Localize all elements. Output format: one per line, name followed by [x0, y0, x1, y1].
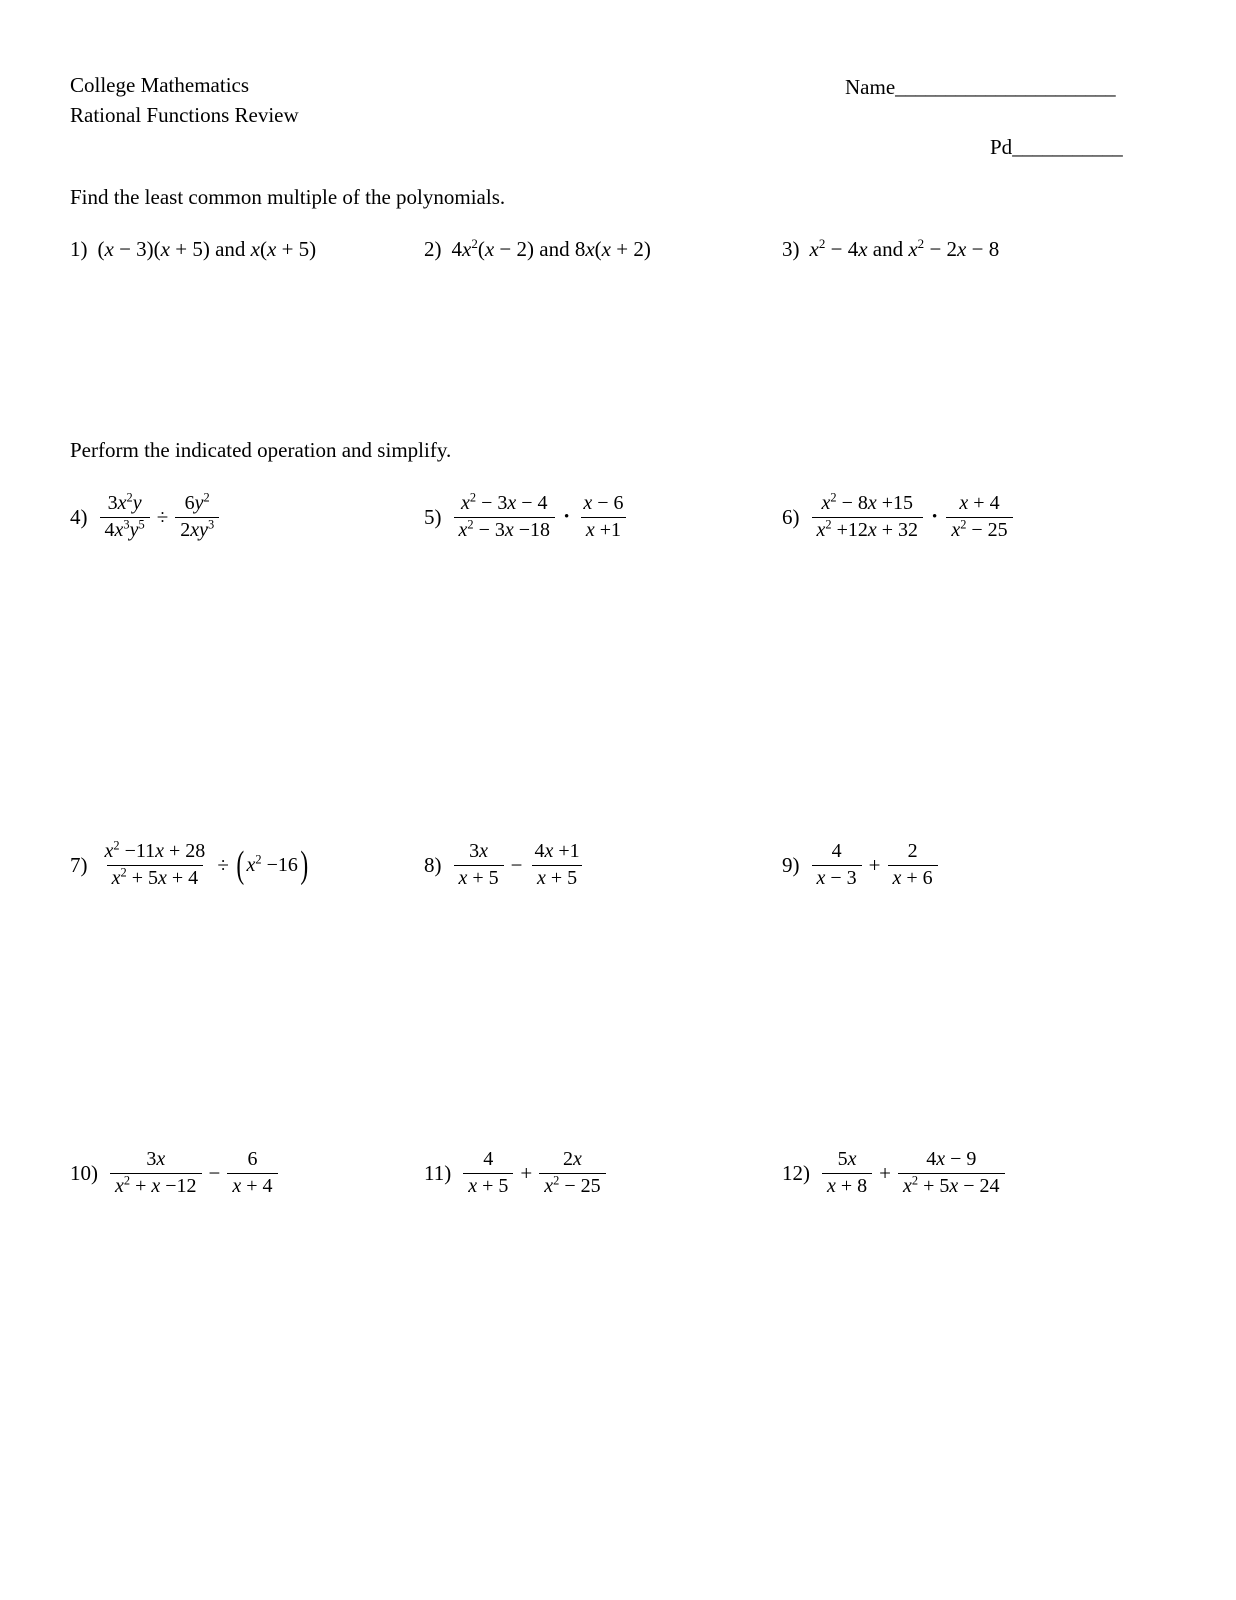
problem-row-2	[0, 492, 1236, 612]
op-minus: −	[119, 237, 131, 261]
conjunction-and: and	[539, 237, 570, 261]
course-title: College Mathematics	[70, 73, 250, 97]
problem-row-3	[0, 840, 1236, 960]
numerator: $3x^2y$	[107, 490, 142, 514]
problem-5-fraction-2	[578, 492, 628, 542]
problem-10-fraction-2	[227, 1148, 277, 1198]
problem-12-operator: +	[879, 1160, 892, 1185]
problem-12	[782, 1148, 1007, 1198]
denominator: x + 5	[454, 865, 504, 891]
denominator: x + 4	[227, 1173, 277, 1199]
problem-3-number: 3)	[782, 237, 800, 261]
problem-7-parenthesized-expression: ( $x^2 -16$ )	[236, 843, 309, 886]
problem-12-fraction-1	[822, 1148, 872, 1198]
problem-10-number: 10)	[70, 1160, 98, 1185]
problem-8-fraction-2	[530, 840, 585, 890]
problem-11	[424, 1148, 608, 1198]
denominator: $x^2 + x -12$	[110, 1173, 202, 1199]
denominator: $x^2 - 25$	[946, 517, 1012, 543]
problem-5-fraction-1	[454, 492, 556, 542]
problem-6-fraction-2	[946, 492, 1012, 542]
problem-3	[782, 237, 999, 262]
numerator: x − 6	[583, 492, 624, 514]
problem-12-fraction-2	[898, 1148, 1005, 1198]
problem-7-number: 7)	[70, 852, 88, 877]
denominator: x + 6	[888, 865, 938, 891]
numerator: 4x − 9	[926, 1148, 977, 1170]
op-minus: −	[499, 237, 512, 261]
numerator: 6	[247, 1148, 258, 1170]
problem-row-4	[0, 1148, 1236, 1268]
numerator: 4	[483, 1148, 494, 1170]
name-blank: ______________________	[895, 75, 1116, 99]
instruction-find-lcm: Find the least common multiple of the polynomials.	[70, 185, 506, 209]
problem-2-number: 2)	[424, 237, 442, 261]
problem-9-operator: +	[868, 852, 881, 877]
problem-2	[424, 237, 651, 262]
problem-11-fraction-2	[539, 1148, 605, 1198]
problem-6-operator: •	[932, 508, 938, 525]
numerator: $x^2 - 3x - 4$	[461, 490, 548, 514]
instruction-perform-operation: Perform the indicated operation and simplify.	[70, 438, 452, 462]
problem-6-number: 6)	[782, 504, 800, 529]
problem-8-operator: −	[510, 852, 523, 877]
denominator: $x^2 + 5x + 4$	[107, 865, 204, 891]
problem-4-number: 4)	[70, 504, 88, 529]
numerator: 4	[831, 840, 842, 862]
denominator: $x^2 - 3x -18$	[454, 517, 556, 543]
right-paren: )	[300, 843, 309, 886]
problem-6	[782, 492, 1015, 542]
problem-7-operator: ÷	[217, 852, 229, 877]
problem-4-fraction-2	[175, 492, 219, 542]
problem-7-fraction-1	[100, 840, 211, 890]
op-minus: −	[830, 237, 843, 261]
problem-10-operator: −	[208, 1160, 221, 1185]
page-title: Rational Functions Review	[70, 103, 299, 127]
worksheet-header-left	[70, 70, 299, 130]
denominator: $2xy^3$	[175, 517, 219, 543]
conjunction-and: and	[872, 237, 904, 261]
problem-4-fraction-1	[100, 492, 150, 542]
problem-row-1	[0, 237, 1236, 357]
numerator: 5x	[837, 1148, 857, 1170]
problem-1-expression: (x − 3)(x + 5) and x(x + 5)	[97, 237, 317, 261]
conjunction-and: and	[215, 237, 246, 261]
op-minus: −	[971, 237, 984, 261]
denominator: $x^2 +12x + 32$	[812, 517, 924, 543]
numerator: 3x	[146, 1148, 166, 1170]
problem-5-number: 5)	[424, 504, 442, 529]
problem-4-operator: ÷	[156, 504, 169, 529]
numerator: $6y^2$	[184, 490, 210, 514]
denominator: x + 5	[463, 1173, 513, 1199]
worksheet-header-right	[845, 72, 1122, 162]
problem-10-fraction-1	[110, 1148, 202, 1198]
problem-3-expression: $x^2 - 4x$ and $x^2 - 2x - 8$	[809, 236, 1000, 261]
numerator: 2x	[562, 1148, 582, 1170]
problem-4	[70, 492, 221, 542]
period-field-line[interactable]	[990, 132, 1122, 162]
problem-1-number: 1)	[70, 237, 88, 261]
period-blank: ___________	[1012, 135, 1123, 159]
problem-9	[782, 840, 940, 890]
denominator: $x^2 - 25$	[539, 1173, 605, 1199]
denominator: x + 8	[822, 1173, 872, 1199]
problem-8-number: 8)	[424, 852, 442, 877]
denominator: $x^2 + 5x - 24$	[898, 1173, 1005, 1199]
denominator: x + 5	[532, 865, 582, 891]
problem-9-number: 9)	[782, 852, 800, 877]
problem-9-fraction-1	[812, 840, 862, 890]
problem-2-expression: $4x^2(x - 2)$ and 8x(x + 2)	[451, 236, 651, 261]
problem-5-operator: •	[564, 508, 570, 525]
left-paren: (	[236, 843, 245, 886]
numerator: 3x	[469, 840, 489, 862]
problem-7	[70, 840, 311, 890]
numerator: $x^2 -11x + 28$	[104, 838, 206, 862]
numerator: $x^2 - 8x +15$	[821, 490, 914, 514]
problem-5	[424, 492, 630, 542]
name-field-line[interactable]	[845, 72, 1122, 102]
problem-11-operator: +	[520, 1160, 533, 1185]
problem-9-fraction-2	[888, 840, 938, 890]
numerator: 2	[907, 840, 918, 862]
period-label: Pd	[990, 135, 1013, 159]
op-minus: −	[929, 237, 942, 261]
problem-11-fraction-1	[463, 1148, 513, 1198]
numerator: 4x +1	[534, 840, 580, 862]
problem-8	[424, 840, 587, 890]
denominator: $4x^3y^5$	[100, 517, 150, 543]
denominator: x − 3	[812, 865, 862, 891]
problem-6-fraction-1	[812, 492, 924, 542]
problem-12-number: 12)	[782, 1160, 810, 1185]
problem-8-fraction-1	[454, 840, 504, 890]
numerator: x + 4	[959, 492, 1000, 514]
problem-11-number: 11)	[424, 1160, 452, 1185]
problem-10	[70, 1148, 280, 1198]
problem-1	[70, 237, 316, 262]
denominator: x +1	[581, 517, 626, 543]
name-label: Name	[845, 75, 896, 99]
